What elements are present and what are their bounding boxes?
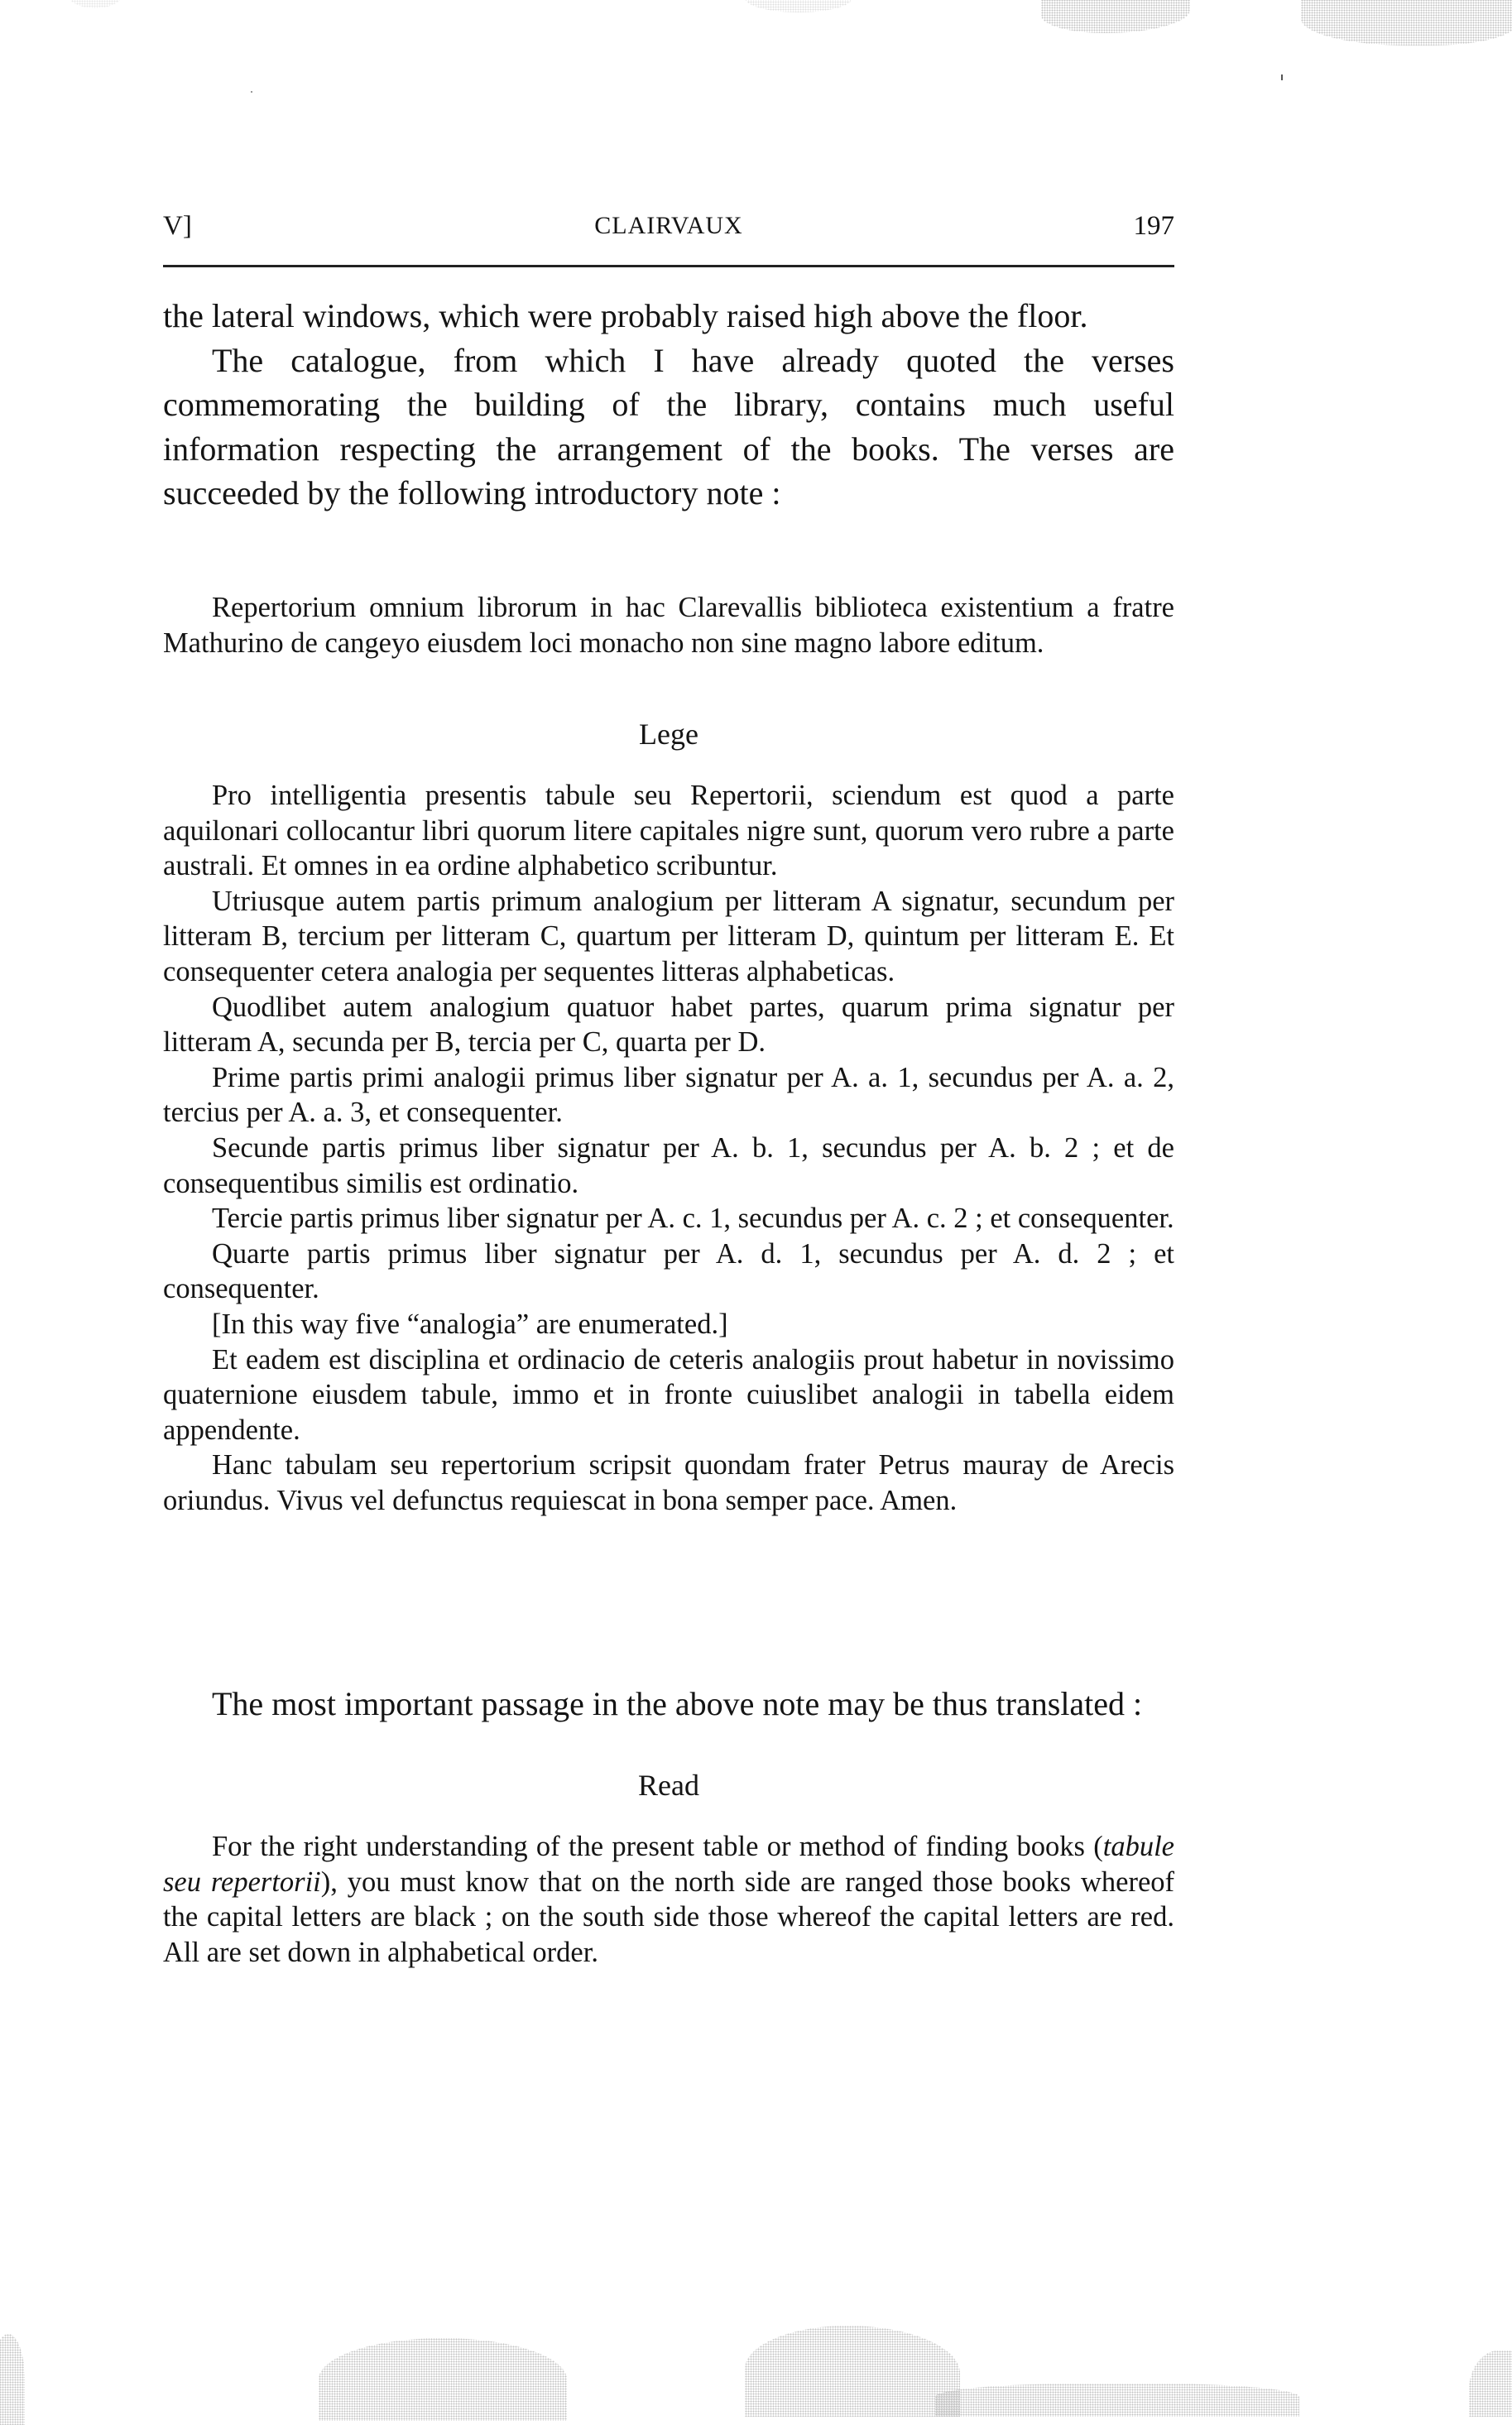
header-rule: [163, 265, 1174, 267]
editorial-note: [In this way five “analogia” are enumerated.]: [212, 1308, 728, 1340]
latin-paragraph: Et eadem est disciplina et ordinacio de ceteris analogiis prout habetur in novissimo quaternione eiusdem tabule, immo et in fronte cuiuslibet analogii in tabella eidem appendente.: [163, 1343, 1174, 1446]
latin-paragraph: Utriusque autem partis primum analogium per litteram A signatur, secundum per litteram B, tercium per litteram C, quartum per litteram D, quintum per litteram E. Et consequenter cetera analogia per sequentes litteras alphabeticas.: [163, 885, 1174, 987]
paragraph: The most important passage in the above note may be thus translated :: [212, 1685, 1143, 1722]
intro-text: [163, 294, 1174, 516]
scan-shadow-artifact: [0, 2334, 25, 2425]
paragraph: The catalogue, from which I have already quoted the verses commemorating the building of the library, contains much useful information respecting the arrangement of the books. The verses are succeeded by the following introductory note :: [163, 341, 1174, 511]
read-heading: Read: [638, 1769, 699, 1802]
latin-paragraph: Pro intelligentia presentis tabule seu Repertorii, sciendum est quod a parte aquilonari collocantur libri quorum litere capitales nigre sunt, quorum vero rubre a parte australi. Et omnes in ea ordine alphabetico scribuntur.: [163, 780, 1174, 882]
latin-title-block: [163, 590, 1174, 660]
lege-heading: Lege: [639, 718, 698, 751]
translation-text-end: ), you must know that on the north side are ranged those books whereof the capital letters are black ; on the south side those whereof the capital letters are red. All are set down in alphabetical order.: [163, 1866, 1174, 1968]
latin-title-paragraph: Repertorium omnium librorum in hac Clarevallis biblioteca existentium a fratre Mathurino de cangeyo eiusdem loci monacho non sine magno labore editum.: [163, 592, 1174, 659]
paragraph: the lateral windows, which were probably raised high above the floor.: [163, 297, 1088, 334]
running-head: [163, 205, 1174, 247]
running-title: CLAIRVAUX: [594, 212, 743, 239]
latin-note-body: [163, 778, 1174, 1518]
latin-phrase-italic: tabule seu repertorii: [163, 1831, 1174, 1898]
translation-paragraph: [163, 1829, 1174, 1970]
latin-paragraph: Hanc tabulam seu repertorium scripsit quondam frater Petrus mauray de Arecis oriundus. Vivus vel defunctus requiescat in bona semper pace. Amen.: [163, 1449, 1174, 1516]
translation-text: [163, 1829, 1174, 1970]
latin-paragraph: Secunde partis primus liber signatur per A. b. 1, secundus per A. b. 2 ; et de consequentibus similis est ordinatio.: [163, 1131, 1174, 1199]
scan-shadow-artifact: [319, 2338, 567, 2421]
chapter-number: V]: [163, 211, 192, 241]
scan-shadow-artifact: [66, 0, 124, 8]
scan-shadow-artifact: [745, 0, 852, 12]
latin-paragraph: Tercie partis primus liber signatur per A. c. 1, secundus per A. c. 2 ; et consequenter.: [212, 1203, 1174, 1235]
bridge-text: [163, 1682, 1174, 1726]
scan-speck: [1281, 74, 1283, 80]
scan-shadow-artifact: [1469, 2351, 1512, 2417]
latin-paragraph: Prime partis primi analogii primus liber signatur per A. a. 1, secundus per A. a. 2, tercius per A. a. 3, et consequenter.: [163, 1061, 1174, 1129]
scan-shadow-artifact: [745, 2326, 960, 2417]
translation-text-start: For the right understanding of the present table or method of finding books (: [212, 1831, 1103, 1862]
scan-shadow-artifact: [1041, 0, 1190, 33]
latin-paragraph: Quodlibet autem analogium quatuor habet partes, quarum prima signatur per litteram A, secunda per B, tercia per C, quarta per D.: [163, 991, 1174, 1059]
scan-speck: [251, 91, 252, 93]
latin-paragraph: Quarte partis primus liber signatur per A. d. 1, secundus per A. d. 2 ; et consequenter.: [163, 1237, 1174, 1305]
scan-shadow-artifact: [1301, 0, 1512, 46]
page-number: 197: [1133, 211, 1174, 241]
scan-shadow-artifact: [935, 2384, 1299, 2417]
